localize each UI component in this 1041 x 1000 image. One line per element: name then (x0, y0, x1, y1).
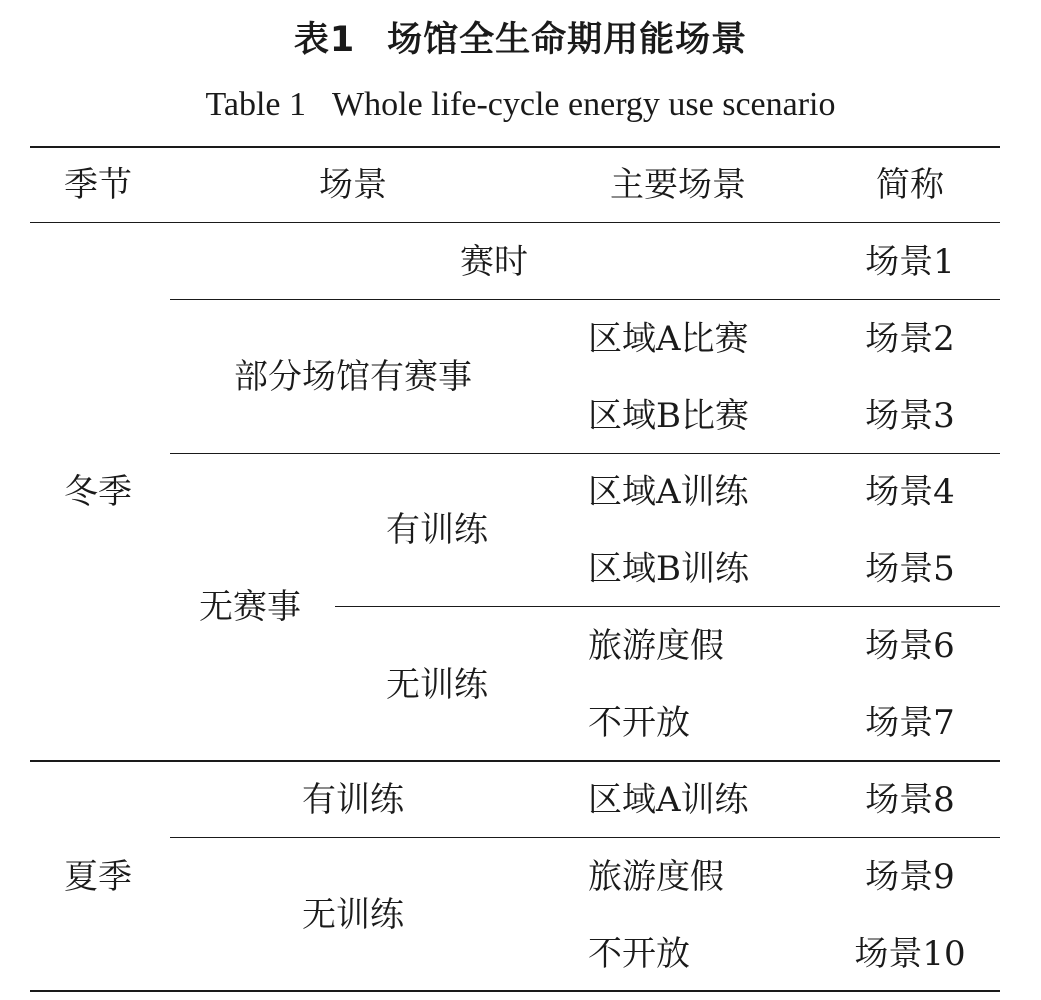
rule-after-row-8 (170, 837, 1000, 838)
rule-training-split (335, 606, 1000, 607)
header-abbr: 简称 (876, 165, 944, 205)
main-scene-cell: 区域B训练 (588, 549, 749, 589)
table-caption-cn (0, 18, 1041, 62)
header-season: 季节 (64, 165, 132, 205)
table-title-cn: 场馆全生命期用能场景 (387, 20, 748, 60)
abbr-cell: 场景8 (865, 780, 955, 820)
bottom-rule (30, 990, 1000, 992)
header-scene: 场景 (319, 165, 387, 205)
abbr-cell: 场景7 (865, 703, 955, 743)
top-rule (30, 146, 1000, 148)
abbr-cell: 场景1 (865, 242, 955, 282)
table-number-cn: 表1 (293, 20, 356, 60)
main-scene-cell: 区域A训练 (588, 472, 749, 512)
main-scene-cell: 旅游度假 (588, 857, 724, 897)
season-rule (30, 760, 1000, 762)
season-summer: 夏季 (64, 857, 132, 897)
main-scene-cell: 区域A比赛 (588, 319, 749, 359)
header-main-scene: 主要场景 (610, 165, 746, 205)
scene-winter-without-training: 无训练 (386, 665, 488, 705)
main-scene-cell: 区域B比赛 (588, 396, 749, 436)
abbr-cell: 场景4 (865, 472, 955, 512)
season-winter: 冬季 (64, 472, 132, 512)
scene-partial-events: 部分场馆有赛事 (234, 357, 472, 397)
scene-no-events: 无赛事 (199, 587, 301, 627)
table-title-en: Whole life-cycle energy use scenario (332, 86, 836, 123)
scene-during-games: 赛时 (460, 242, 528, 282)
rule-after-row-3 (170, 453, 1000, 454)
rule-after-row-1 (170, 299, 1000, 300)
abbr-cell: 场景2 (865, 319, 955, 359)
abbr-cell: 场景5 (865, 549, 955, 589)
table-caption-en (0, 84, 1041, 126)
abbr-cell: 场景6 (865, 626, 955, 666)
scene-summer-with-training: 有训练 (302, 780, 404, 820)
abbr-cell: 场景9 (865, 857, 955, 897)
abbr-cell: 场景10 (854, 934, 966, 974)
main-scene-cell: 旅游度假 (588, 626, 724, 666)
header-rule (30, 222, 1000, 223)
main-scene-cell: 不开放 (588, 703, 690, 743)
table-number-en: Table 1 (205, 86, 307, 123)
main-scene-cell: 不开放 (588, 934, 690, 974)
main-scene-cell: 区域A训练 (588, 780, 749, 820)
scene-winter-with-training: 有训练 (386, 510, 488, 550)
scene-summer-without-training: 无训练 (302, 895, 404, 935)
abbr-cell: 场景3 (865, 396, 955, 436)
